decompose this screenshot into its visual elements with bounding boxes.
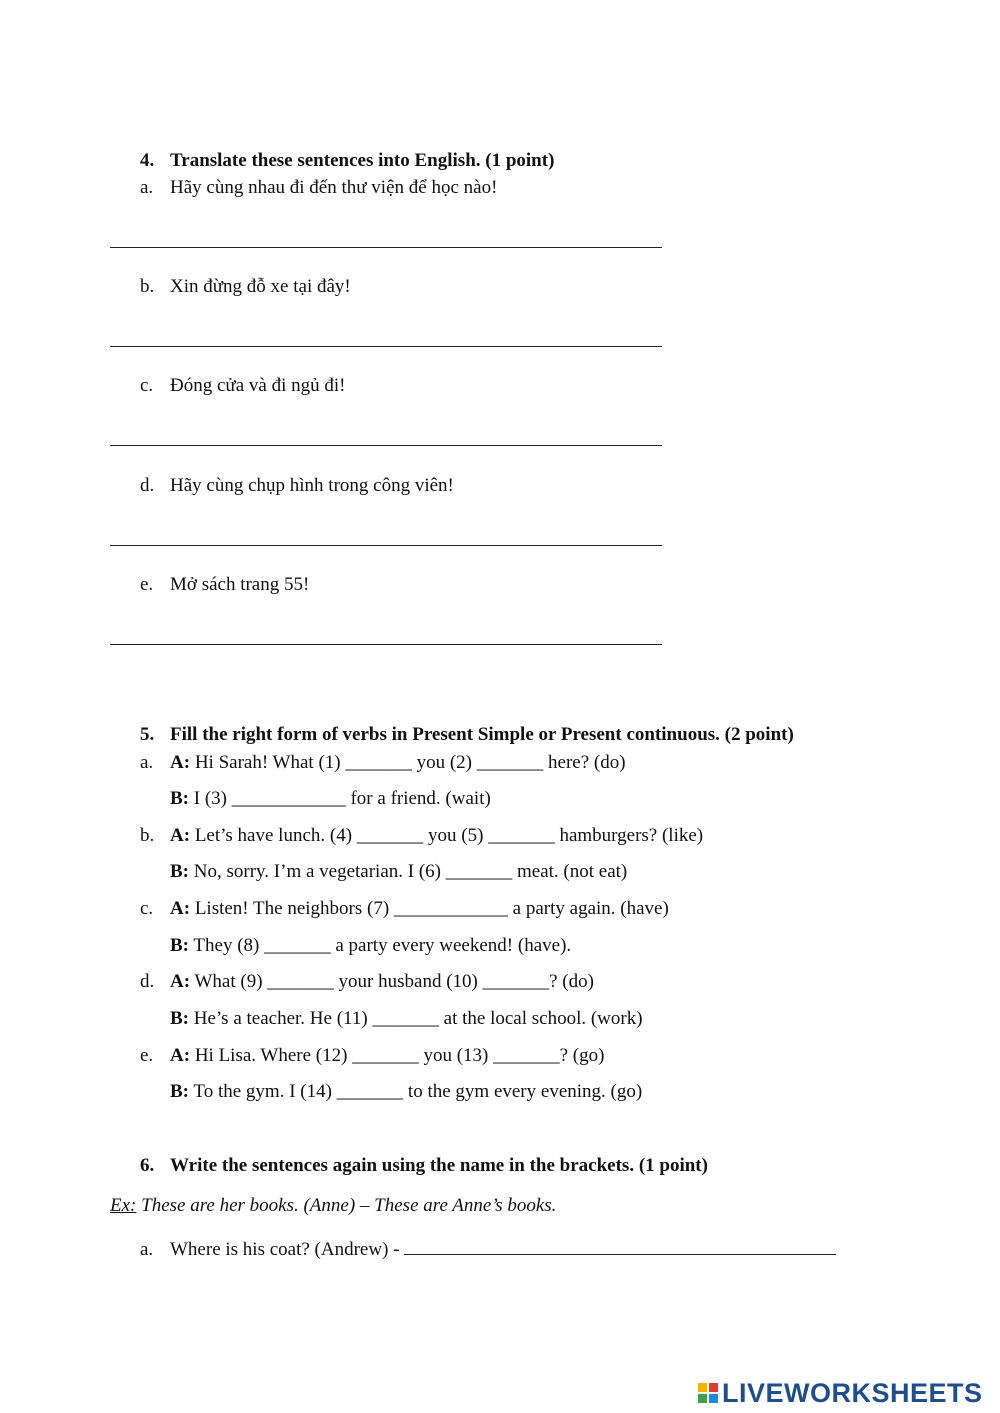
- section-4-item-d: [140, 475, 454, 497]
- dialog-c-line-b: [170, 935, 571, 957]
- logo-square-icon: [709, 1383, 718, 1392]
- item-text: Đóng cửa và đi ngủ đi!: [170, 375, 346, 396]
- logo-square-icon: [698, 1383, 707, 1392]
- logo-square-icon: [709, 1394, 718, 1403]
- speaker-b: B:: [170, 788, 189, 809]
- item-text: Where is his coat? (Andrew) -: [170, 1239, 405, 1260]
- speaker-b: B:: [170, 1008, 189, 1029]
- speaker-a: A:: [170, 971, 191, 992]
- example-label: Ex:: [110, 1195, 137, 1216]
- item-text: Xin đừng đỗ xe tại đây!: [170, 276, 351, 297]
- item-letter: a.: [140, 752, 154, 773]
- item-letter: b.: [140, 825, 155, 846]
- dialog-b-line-a: [140, 825, 703, 847]
- dialog-text[interactable]: What (9) _______ your husband (10) _______? (do): [194, 971, 594, 992]
- dialog-text[interactable]: Let’s have lunch. (4) _______ you (5) _______ hamburgers? (like): [194, 825, 704, 846]
- section-4-item-e: [140, 574, 309, 596]
- item-text: Hãy cùng nhau đi đến thư viện để học nào!: [170, 177, 498, 198]
- section-5-number: 5.: [140, 724, 155, 745]
- speaker-a: A:: [170, 1045, 191, 1066]
- section-4-title: Translate these sentences into English. (1 point): [170, 150, 555, 171]
- section-6-number: 6.: [140, 1155, 155, 1176]
- dialog-text[interactable]: Hi Sarah! What (1) _______ you (2) _______ here? (do): [194, 752, 626, 773]
- item-letter: e.: [140, 1045, 154, 1066]
- dialog-text[interactable]: Hi Lisa. Where (12) _______ you (13) _______? (go): [194, 1045, 605, 1066]
- answer-line-4c[interactable]: [110, 445, 662, 446]
- answer-line-4e[interactable]: [110, 644, 662, 645]
- item-letter: b.: [140, 276, 155, 297]
- logo-square-icon: [698, 1394, 707, 1403]
- dialog-text[interactable]: Listen! The neighbors (7) ____________ a party again. (have): [194, 898, 669, 919]
- dialog-d-line-b: [170, 1008, 643, 1030]
- example-text: These are her books. (Anne) – These are Anne’s books.: [136, 1195, 557, 1216]
- item-letter: e.: [140, 574, 154, 595]
- answer-line-4b[interactable]: [110, 346, 662, 347]
- speaker-b: B:: [170, 1081, 189, 1102]
- speaker-a: A:: [170, 752, 191, 773]
- speaker-b: B:: [170, 861, 189, 882]
- dialog-a-line-a: [140, 752, 626, 774]
- liveworksheets-logo: [698, 1378, 983, 1408]
- section-6-item-a: [140, 1238, 836, 1261]
- dialog-text[interactable]: They (8) _______ a party every weekend! (have).: [193, 935, 572, 956]
- item-text: Mở sách trang 55!: [170, 574, 310, 595]
- dialog-a-line-b: [170, 788, 491, 810]
- dialog-b-line-b: [170, 861, 627, 883]
- dialog-c-line-a: [140, 898, 669, 920]
- dialog-d-line-a: [140, 971, 594, 993]
- section-4-item-c: [140, 375, 345, 397]
- item-letter: c.: [140, 898, 154, 919]
- section-6-heading: [140, 1155, 708, 1177]
- section-4-item-b: [140, 276, 351, 298]
- dialog-text[interactable]: To the gym. I (14) _______ to the gym every evening. (go): [193, 1081, 643, 1102]
- dialog-text[interactable]: I (3) ____________ for a friend. (wait): [193, 788, 491, 809]
- logo-mark-icon: [698, 1383, 718, 1403]
- section-4-item-a: [140, 177, 497, 199]
- item-letter: d.: [140, 971, 155, 992]
- section-4-number: 4.: [140, 150, 155, 171]
- speaker-a: A:: [170, 898, 191, 919]
- answer-line-6a[interactable]: [404, 1238, 836, 1255]
- answer-line-4d[interactable]: [110, 545, 662, 546]
- item-letter: c.: [140, 375, 154, 396]
- item-text: Hãy cùng chụp hình trong công viên!: [170, 475, 454, 496]
- example-line: [110, 1195, 556, 1217]
- section-5-heading: [140, 724, 794, 746]
- section-6-title: Write the sentences again using the name in the brackets. (1 point): [170, 1155, 708, 1176]
- item-letter: a.: [140, 177, 154, 198]
- item-letter: a.: [140, 1239, 154, 1260]
- dialog-text[interactable]: He’s a teacher. He (11) _______ at the local school. (work): [193, 1008, 643, 1029]
- logo-text: LIVEWORKSHEETS: [722, 1377, 983, 1408]
- dialog-text[interactable]: No, sorry. I’m a vegetarian. I (6) _______ meat. (not eat): [193, 861, 628, 882]
- dialog-e-line-a: [140, 1045, 604, 1067]
- item-letter: d.: [140, 475, 155, 496]
- section-5-title: Fill the right form of verbs in Present Simple or Present continuous. (2 point): [170, 724, 794, 745]
- speaker-b: B:: [170, 935, 189, 956]
- section-4-heading: [140, 150, 554, 172]
- answer-line-4a[interactable]: [110, 247, 662, 248]
- dialog-e-line-b: [170, 1081, 642, 1103]
- speaker-a: A:: [170, 825, 191, 846]
